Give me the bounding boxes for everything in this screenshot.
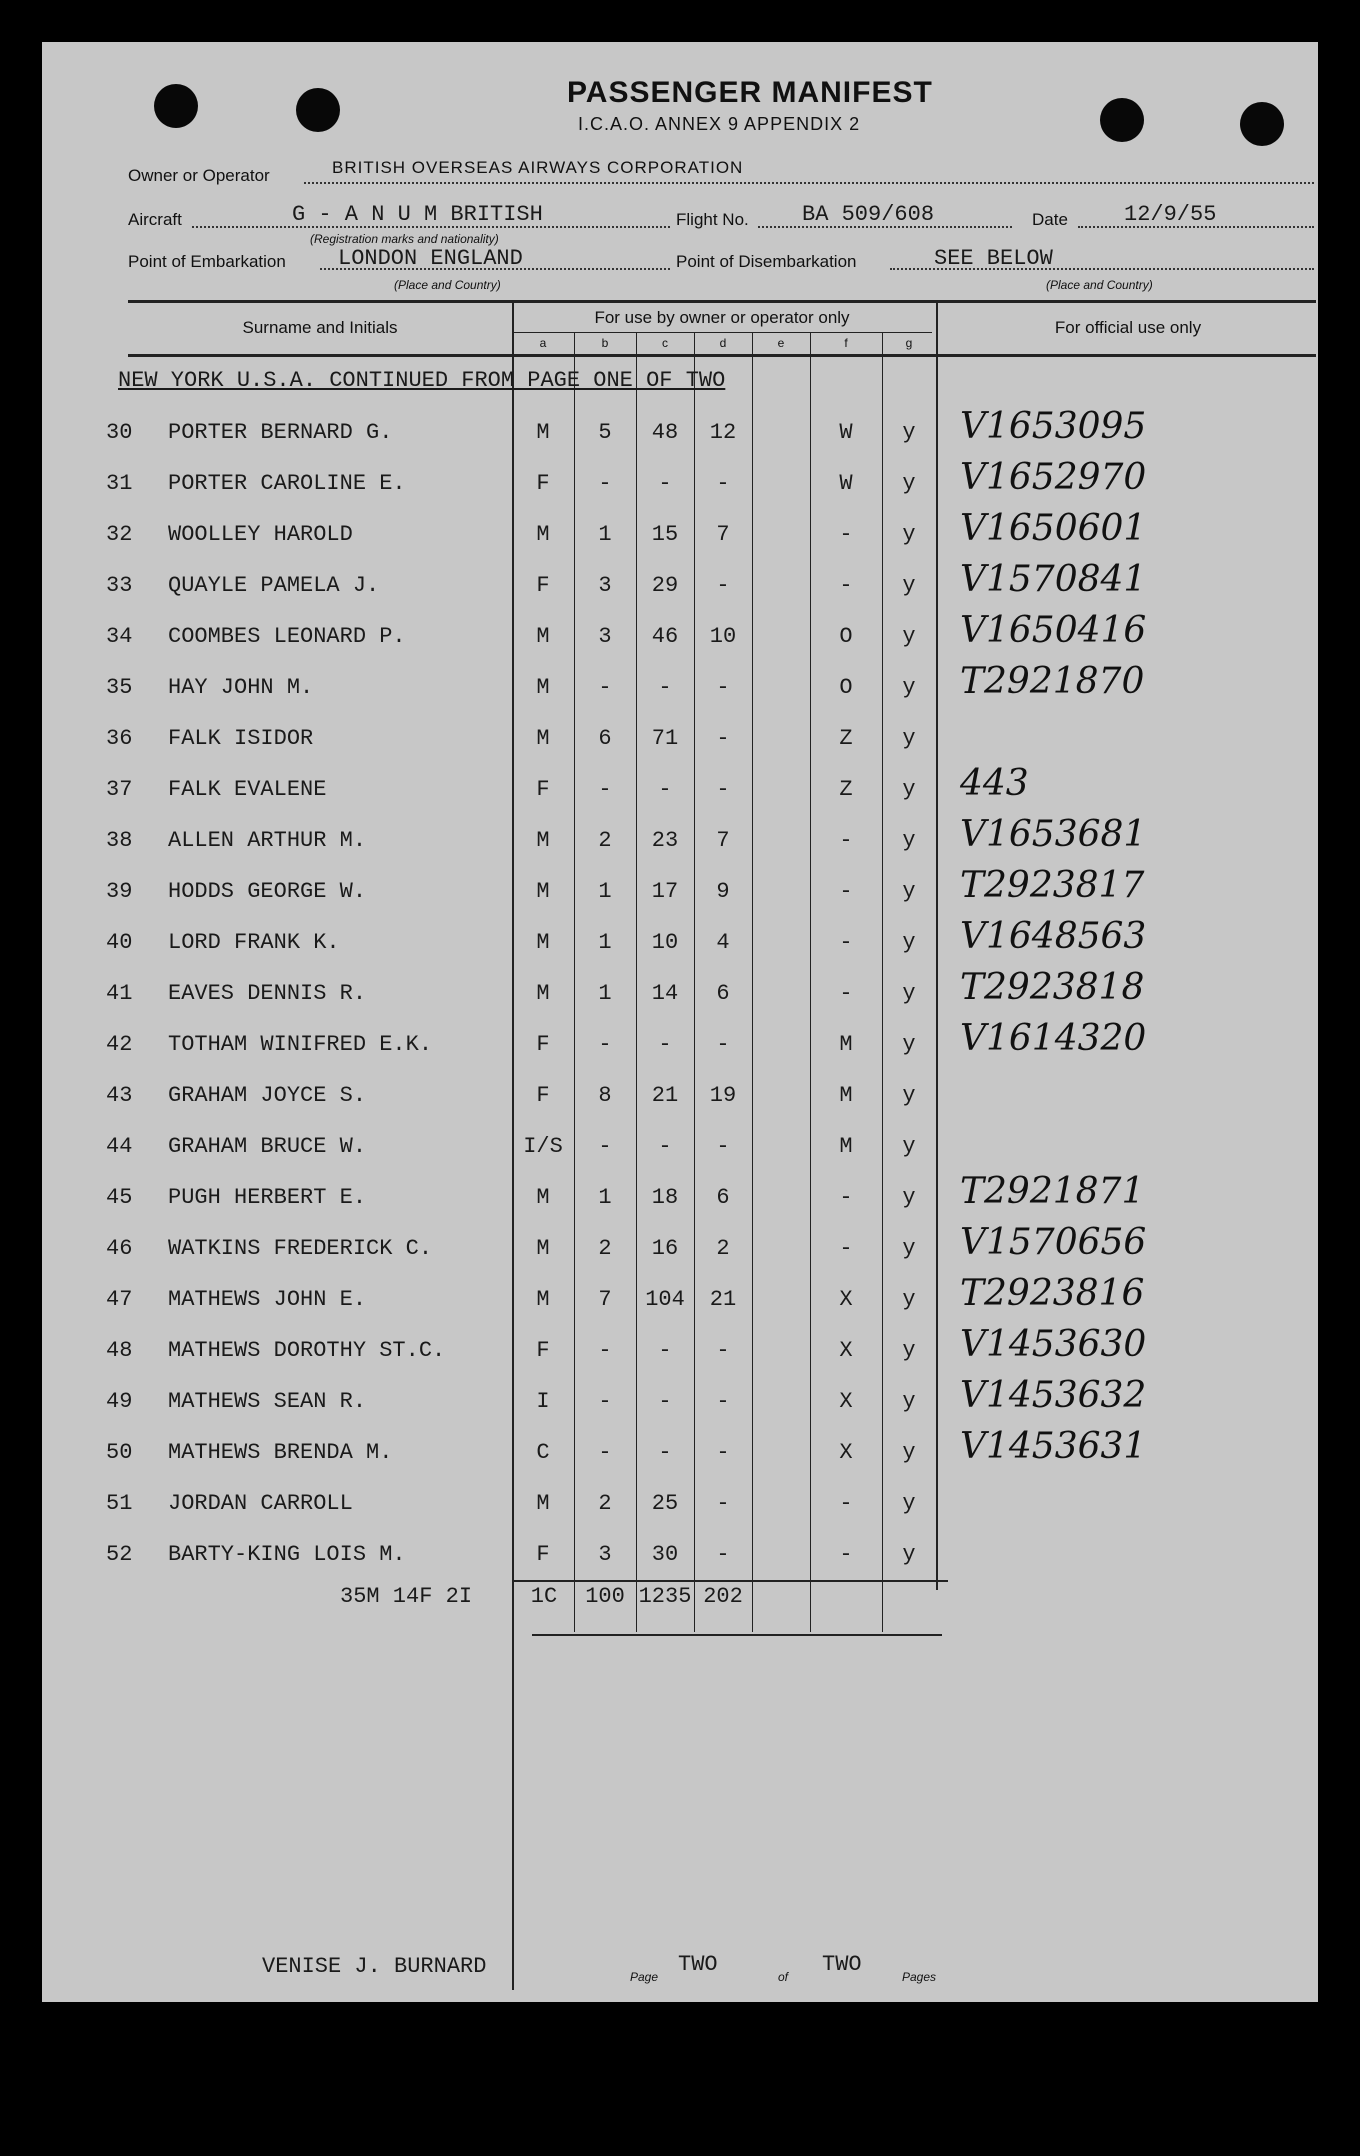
row-number: 40 <box>106 930 133 955</box>
cell-f: X <box>839 1338 853 1363</box>
row-number: 37 <box>106 777 133 802</box>
row-number: 51 <box>106 1491 133 1516</box>
official-entry: V1453630 <box>960 1324 1147 1365</box>
row-number: 50 <box>106 1440 133 1465</box>
row-number: 31 <box>106 471 133 496</box>
cell-f: X <box>839 1287 853 1312</box>
cell-g: y <box>902 1032 916 1057</box>
cell-d: - <box>716 1338 730 1363</box>
cell-c: 104 <box>645 1287 685 1312</box>
cell-c: - <box>658 1032 672 1057</box>
cell-b: - <box>598 1389 612 1414</box>
page-label: Page <box>630 1970 659 1984</box>
column-header-operator: For use by owner or operator only <box>594 308 850 327</box>
cell-a: M <box>536 828 550 853</box>
cell-a: M <box>536 981 550 1006</box>
cell-c: 30 <box>651 1542 679 1567</box>
cell-d: - <box>716 1032 730 1057</box>
cell-d: 19 <box>709 1083 737 1108</box>
official-entry: T2923816 <box>960 1273 1145 1314</box>
row-number: 32 <box>106 522 133 547</box>
cell-b: 5 <box>598 420 612 445</box>
column-header-surname: Surname and Initials <box>242 318 398 337</box>
cell-g: y <box>902 420 916 445</box>
passenger-name: MATHEWS JOHN E. <box>168 1287 367 1312</box>
cell-b: - <box>598 1440 612 1465</box>
cell-a: M <box>536 930 550 955</box>
cell-d: 10 <box>709 624 737 649</box>
cell-c: 48 <box>651 420 679 445</box>
cell-g: y <box>902 1083 916 1108</box>
totals-d: 202 <box>703 1584 743 1609</box>
cell-f: M <box>839 1083 853 1108</box>
flight-value: BA 509/608 <box>802 202 935 227</box>
cell-d: - <box>716 1542 730 1567</box>
subcolumn-header: f <box>844 336 848 350</box>
row-number: 36 <box>106 726 133 751</box>
passenger-name: BARTY-KING LOIS M. <box>168 1542 406 1567</box>
cell-d: 7 <box>716 522 730 547</box>
cell-c: - <box>658 777 672 802</box>
aircraft-value: G - A N U M BRITISH <box>292 202 543 227</box>
cell-b: 3 <box>598 1542 612 1567</box>
cell-b: 3 <box>598 624 612 649</box>
cell-b: - <box>598 777 612 802</box>
cell-d: - <box>716 1491 730 1516</box>
cell-c: 16 <box>651 1236 679 1261</box>
cell-d: 12 <box>709 420 737 445</box>
cell-a: F <box>536 573 550 598</box>
passenger-name: MATHEWS BRENDA M. <box>168 1440 393 1465</box>
cell-c: - <box>658 1338 672 1363</box>
section-heading: NEW YORK U.S.A. CONTINUED FROM PAGE ONE OF TWO <box>118 368 726 393</box>
page-subtitle: I.C.A.O. ANNEX 9 APPENDIX 2 <box>578 114 861 134</box>
passenger-name: WATKINS FREDERICK C. <box>168 1236 433 1261</box>
cell-f: X <box>839 1389 853 1414</box>
cell-c: 18 <box>651 1185 679 1210</box>
cell-g: y <box>902 726 916 751</box>
row-number: 33 <box>106 573 133 598</box>
punch-hole <box>154 84 198 128</box>
punch-hole <box>1100 98 1144 142</box>
passenger-name: TOTHAM WINIFRED E.K. <box>168 1032 433 1057</box>
cell-b: 1 <box>598 879 612 904</box>
cell-g: y <box>902 930 916 955</box>
official-entry: V1650416 <box>960 610 1147 651</box>
cell-a: F <box>536 1338 550 1363</box>
official-entry: T2921870 <box>960 661 1145 702</box>
cell-g: y <box>902 777 916 802</box>
cell-g: y <box>902 828 916 853</box>
cell-d: 6 <box>716 981 730 1006</box>
official-entry: V1648563 <box>960 916 1147 957</box>
cell-g: y <box>902 1236 916 1261</box>
official-entry: V1570656 <box>960 1222 1147 1263</box>
passenger-name: MATHEWS DOROTHY ST.C. <box>168 1338 446 1363</box>
cell-a: F <box>536 1542 550 1567</box>
cell-f: - <box>839 981 853 1006</box>
cell-a: M <box>536 1287 550 1312</box>
cell-g: y <box>902 1491 916 1516</box>
page-number: TWO <box>678 1952 718 1977</box>
cell-d: - <box>716 726 730 751</box>
cell-c: 21 <box>651 1083 679 1108</box>
cell-f: W <box>839 471 853 496</box>
official-entry: V1570841 <box>960 559 1147 600</box>
cell-c: 17 <box>651 879 679 904</box>
passenger-name: PUGH HERBERT E. <box>168 1185 367 1210</box>
cell-d: 9 <box>716 879 730 904</box>
column-header-official: For official use only <box>1054 318 1202 337</box>
cell-f: M <box>839 1032 853 1057</box>
cell-c: - <box>658 1134 672 1159</box>
disembarkation-label: Point of Disembarkation <box>676 252 857 271</box>
cell-a: M <box>536 624 550 649</box>
aircraft-note: (Registration marks and nationality) <box>310 232 499 246</box>
punch-hole <box>1240 102 1284 146</box>
passenger-name: ALLEN ARTHUR M. <box>168 828 367 853</box>
cell-c: 71 <box>651 726 679 751</box>
cell-g: y <box>902 471 916 496</box>
cell-g: y <box>902 624 916 649</box>
cell-c: 23 <box>651 828 679 853</box>
cell-g: y <box>902 1338 916 1363</box>
cell-b: 1 <box>598 1185 612 1210</box>
row-number: 44 <box>106 1134 133 1159</box>
cell-d: - <box>716 777 730 802</box>
owner-value: BRITISH OVERSEAS AIRWAYS CORPORATION <box>332 158 744 177</box>
cell-c: 46 <box>651 624 679 649</box>
passenger-name: LORD FRANK K. <box>168 930 340 955</box>
totals-b: 100 <box>585 1584 625 1609</box>
date-value: 12/9/55 <box>1124 202 1217 227</box>
disembarkation-value: SEE BELOW <box>934 246 1053 271</box>
signature-name: VENISE J. BURNARD <box>262 1954 487 1979</box>
cell-b: - <box>598 1032 612 1057</box>
cell-f: - <box>839 1491 853 1516</box>
row-number: 30 <box>106 420 133 445</box>
cell-f: O <box>839 624 853 649</box>
page-title: PASSENGER MANIFEST <box>567 76 933 109</box>
row-number: 39 <box>106 879 133 904</box>
official-entry: V1653095 <box>960 406 1147 447</box>
row-number: 46 <box>106 1236 133 1261</box>
cell-d: 21 <box>709 1287 737 1312</box>
cell-c: 15 <box>651 522 679 547</box>
passenger-name: JORDAN CARROLL <box>168 1491 353 1516</box>
cell-g: y <box>902 1287 916 1312</box>
cell-f: - <box>839 930 853 955</box>
cell-g: y <box>902 1185 916 1210</box>
row-number: 43 <box>106 1083 133 1108</box>
official-entry: V1652970 <box>960 457 1147 498</box>
passenger-name: FALK ISIDOR <box>168 726 314 751</box>
cell-b: - <box>598 471 612 496</box>
cell-f: - <box>839 828 853 853</box>
cell-a: M <box>536 1236 550 1261</box>
row-number: 49 <box>106 1389 133 1414</box>
totals-c: 1235 <box>638 1584 692 1609</box>
flight-label: Flight No. <box>676 210 749 229</box>
cell-b: 7 <box>598 1287 612 1312</box>
cell-a: I <box>536 1389 550 1414</box>
cell-f: O <box>839 675 853 700</box>
row-number: 38 <box>106 828 133 853</box>
cell-b: 8 <box>598 1083 612 1108</box>
row-number: 41 <box>106 981 133 1006</box>
cell-d: 7 <box>716 828 730 853</box>
cell-g: y <box>902 1134 916 1159</box>
official-entry: V1653681 <box>960 814 1147 855</box>
subcolumn-header: g <box>905 336 913 350</box>
passenger-name: GRAHAM BRUCE W. <box>168 1134 367 1159</box>
aircraft-label: Aircraft <box>128 210 182 229</box>
official-entry: V1614320 <box>960 1018 1147 1059</box>
cell-g: y <box>902 1440 916 1465</box>
cell-f: W <box>839 420 853 445</box>
total-pages: TWO <box>822 1952 862 1977</box>
official-entry: T2923818 <box>960 967 1145 1008</box>
cell-g: y <box>902 573 916 598</box>
passenger-name: PORTER BERNARD G. <box>168 420 393 445</box>
passenger-name: HAY JOHN M. <box>168 675 314 700</box>
cell-b: 3 <box>598 573 612 598</box>
cell-g: y <box>902 675 916 700</box>
cell-f: - <box>839 573 853 598</box>
cell-b: 2 <box>598 1491 612 1516</box>
cell-c: - <box>658 1440 672 1465</box>
cell-d: 6 <box>716 1185 730 1210</box>
cell-d: - <box>716 573 730 598</box>
subcolumn-header: c <box>662 336 668 350</box>
official-entry: V1453631 <box>960 1426 1147 1467</box>
cell-f: Z <box>839 726 853 751</box>
embarkation-note: (Place and Country) <box>394 278 501 292</box>
row-number: 42 <box>106 1032 133 1057</box>
row-number: 45 <box>106 1185 133 1210</box>
cell-a: C <box>536 1440 550 1465</box>
cell-a: F <box>536 1032 550 1057</box>
cell-c: - <box>658 675 672 700</box>
cell-b: 2 <box>598 1236 612 1261</box>
subcolumn-header: d <box>719 336 727 350</box>
cell-f: M <box>839 1134 853 1159</box>
passenger-name: COOMBES LEONARD P. <box>168 624 406 649</box>
totals-label: 35M 14F 2I <box>340 1584 473 1609</box>
cell-a: F <box>536 471 550 496</box>
subcolumn-header: a <box>539 336 547 350</box>
cell-g: y <box>902 879 916 904</box>
cell-g: y <box>902 522 916 547</box>
cell-c: 10 <box>651 930 679 955</box>
row-number: 35 <box>106 675 133 700</box>
cell-d: 4 <box>716 930 730 955</box>
owner-label: Owner or Operator <box>128 166 270 185</box>
cell-d: - <box>716 471 730 496</box>
cell-g: y <box>902 1542 916 1567</box>
row-number: 34 <box>106 624 133 649</box>
cell-f: - <box>839 1236 853 1261</box>
cell-a: M <box>536 522 550 547</box>
cell-f: Z <box>839 777 853 802</box>
cell-g: y <box>902 1389 916 1414</box>
passenger-name: GRAHAM JOYCE S. <box>168 1083 367 1108</box>
row-number: 47 <box>106 1287 133 1312</box>
cell-b: - <box>598 1338 612 1363</box>
cell-g: y <box>902 981 916 1006</box>
cell-f: - <box>839 1185 853 1210</box>
row-number: 48 <box>106 1338 133 1363</box>
embarkation-value: LONDON ENGLAND <box>338 246 523 271</box>
cell-a: M <box>536 1491 550 1516</box>
official-entry: T2923817 <box>960 865 1145 906</box>
cell-a: M <box>536 726 550 751</box>
official-entry: T2921871 <box>960 1171 1145 1212</box>
pages-label: Pages <box>902 1970 937 1984</box>
cell-b: 1 <box>598 522 612 547</box>
cell-d: - <box>716 1440 730 1465</box>
punch-hole <box>296 88 340 132</box>
row-number: 52 <box>106 1542 133 1567</box>
passenger-name: QUAYLE PAMELA J. <box>168 573 380 598</box>
official-entry: V1453632 <box>960 1375 1147 1416</box>
cell-d: - <box>716 675 730 700</box>
cell-c: 29 <box>651 573 679 598</box>
cell-a: F <box>536 777 550 802</box>
subcolumn-header: e <box>777 336 785 350</box>
passenger-name: FALK EVALENE <box>168 777 327 802</box>
cell-f: - <box>839 879 853 904</box>
cell-a: M <box>536 1185 550 1210</box>
cell-c: 25 <box>651 1491 679 1516</box>
official-entry: 443 <box>960 763 1029 804</box>
date-label: Date <box>1032 210 1068 229</box>
disembarkation-note: (Place and Country) <box>1046 278 1153 292</box>
cell-d: - <box>716 1389 730 1414</box>
embarkation-label: Point of Embarkation <box>128 252 286 271</box>
cell-b: - <box>598 1134 612 1159</box>
cell-a: M <box>536 879 550 904</box>
cell-f: X <box>839 1440 853 1465</box>
cell-b: 6 <box>598 726 612 751</box>
passenger-name: EAVES DENNIS R. <box>168 981 367 1006</box>
passenger-name: PORTER CAROLINE E. <box>168 471 406 496</box>
totals-a: 1C <box>530 1584 558 1609</box>
cell-f: - <box>839 1542 853 1567</box>
cell-f: - <box>839 522 853 547</box>
passenger-name: MATHEWS SEAN R. <box>168 1389 367 1414</box>
cell-c: 14 <box>651 981 679 1006</box>
cell-a: M <box>536 675 550 700</box>
passenger-name: WOOLLEY HAROLD <box>168 522 353 547</box>
cell-b: 1 <box>598 981 612 1006</box>
subcolumn-header: b <box>601 336 609 350</box>
cell-b: 2 <box>598 828 612 853</box>
cell-b: 1 <box>598 930 612 955</box>
cell-c: - <box>658 1389 672 1414</box>
official-entry: V1650601 <box>960 508 1147 549</box>
cell-a: F <box>536 1083 550 1108</box>
cell-d: - <box>716 1134 730 1159</box>
cell-b: - <box>598 675 612 700</box>
cell-d: 2 <box>716 1236 730 1261</box>
cell-a: M <box>536 420 550 445</box>
of-label: of <box>778 1970 789 1984</box>
manifest-sheet <box>42 42 1318 2002</box>
cell-c: - <box>658 471 672 496</box>
cell-a: I/S <box>523 1134 563 1159</box>
passenger-name: HODDS GEORGE W. <box>168 879 367 904</box>
